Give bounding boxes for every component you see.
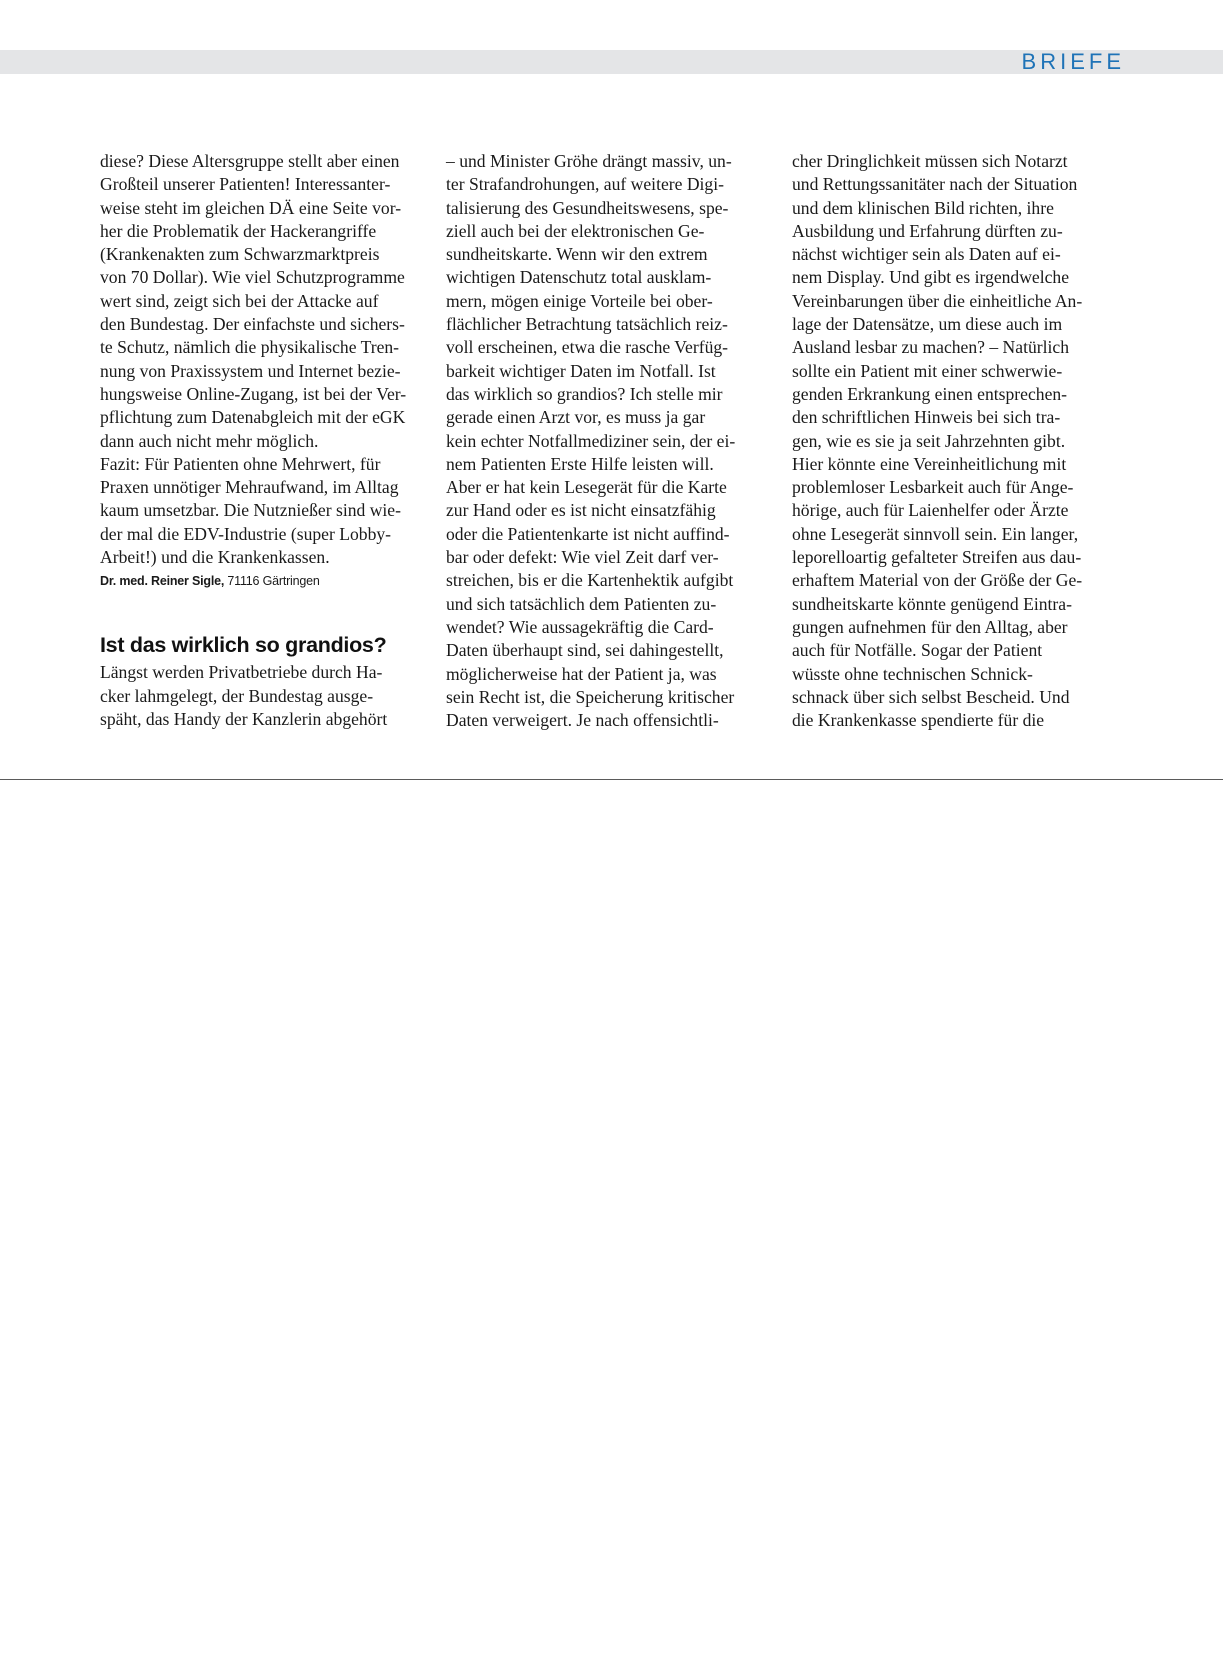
letter-headline: Ist das wirklich so grandios? bbox=[100, 633, 387, 658]
text-line: wendet? Wie aussagekräftig die Card- bbox=[446, 616, 714, 637]
signature-name: Dr. med. Reiner Sigle, bbox=[100, 574, 225, 589]
text-line: wert sind, zeigt sich bei der Attacke auf bbox=[100, 290, 379, 311]
text-line: kaum umsetzbar. Die Nutznießer sind wie- bbox=[100, 500, 401, 521]
text-column-1 bbox=[100, 150, 430, 731]
letter-body-2-end bbox=[792, 150, 1122, 732]
text-line: hörige, auch für Laienhelfer oder Ärzte bbox=[792, 500, 1069, 521]
section-label: BRIEFE bbox=[1021, 49, 1125, 74]
text-line: cher Dringlichkeit müssen sich Notarzt bbox=[792, 151, 1068, 171]
bottom-rule bbox=[0, 779, 1223, 780]
text-line: auch für Notfälle. Sogar der Patient bbox=[792, 640, 1043, 661]
text-line: bar oder defekt: Wie viel Zeit darf ver- bbox=[446, 547, 719, 568]
letter-signature bbox=[100, 572, 430, 590]
text-line: diese? Diese Altersgruppe stellt aber einen bbox=[100, 151, 400, 171]
text-line: wüsste ohne technischen Schnick- bbox=[792, 663, 1033, 684]
text-line: Daten überhaupt sind, sei dahingestellt, bbox=[446, 640, 724, 661]
text-line: Praxen unnötiger Mehraufwand, im Alltag bbox=[100, 477, 399, 498]
text-line: die Krankenkasse spendierte für die bbox=[792, 710, 1045, 731]
text-line: ziell auch bei der elektronischen Ge- bbox=[446, 220, 705, 241]
text-line: leporelloartig gefalteter Streifen aus dau- bbox=[792, 547, 1082, 568]
text-line: Ausbildung und Erfahrung dürften zu- bbox=[792, 220, 1063, 241]
text-line: ohne Lesegerät sinnvoll sein. Ein langer, bbox=[792, 523, 1079, 544]
text-line: zur Hand oder es ist nicht einsatzfähig bbox=[446, 500, 716, 521]
text-line: und sich tatsächlich dem Patienten zu- bbox=[446, 593, 717, 614]
text-line: nem Display. Und gibt es irgendwelche bbox=[792, 267, 1070, 288]
text-line: nächst wichtiger sein als Daten auf ei- bbox=[792, 244, 1061, 265]
text-line: gen, wie es sie ja seit Jahrzehnten gibt. bbox=[792, 430, 1066, 451]
letter-body-2-start bbox=[100, 661, 430, 731]
text-line: oder die Patientenkarte ist nicht auffind- bbox=[446, 523, 730, 544]
text-line: Längst werden Privatbetriebe durch Ha- bbox=[100, 662, 383, 683]
text-line: den schriftlichen Hinweis bei sich tra- bbox=[792, 407, 1061, 428]
text-line: hungsweise Online-Zugang, ist bei der Ver- bbox=[100, 383, 407, 404]
text-line: erhaftem Material von der Größe der Ge- bbox=[792, 570, 1083, 591]
signature-place: 71116 Gärtringen bbox=[227, 574, 320, 589]
text-line: sein Recht ist, die Speicherung kritischer bbox=[446, 686, 735, 707]
text-line: – und Minister Gröhe drängt massiv, un- bbox=[446, 151, 732, 171]
text-line: dann auch nicht mehr möglich. bbox=[100, 430, 319, 451]
text-column-3 bbox=[792, 150, 1122, 732]
text-line: gungen aufnehmen für den Alltag, aber bbox=[792, 616, 1068, 637]
text-line: talisierung des Gesundheitswesens, spe- bbox=[446, 197, 729, 218]
text-line: schnack über sich selbst Bescheid. Und bbox=[792, 686, 1070, 707]
text-line: Hier könnte eine Vereinheitlichung mit bbox=[792, 453, 1067, 474]
text-line: Großteil unserer Patienten! Interessanter- bbox=[100, 174, 391, 195]
text-line: nem Patienten Erste Hilfe leisten will. bbox=[446, 453, 714, 474]
text-line: lage der Datensätze, um diese auch im bbox=[792, 314, 1063, 335]
text-line: Arbeit!) und die Krankenkassen. bbox=[100, 547, 330, 568]
text-line: Daten verweigert. Je nach offensichtli- bbox=[446, 710, 719, 731]
text-line: genden Erkrankung einen entsprechen- bbox=[792, 383, 1068, 404]
text-column-2 bbox=[446, 150, 776, 732]
text-line: Fazit: Für Patienten ohne Mehrwert, für bbox=[100, 453, 381, 474]
text-line: mern, mögen einige Vorteile bei ober- bbox=[446, 290, 713, 311]
text-line: Vereinbarungen über die einheitliche An- bbox=[792, 290, 1083, 311]
text-line: und Rettungssanitäter nach der Situation bbox=[792, 174, 1078, 195]
text-line: von 70 Dollar). Wie viel Schutzprogramme bbox=[100, 267, 405, 288]
text-line: sundheitskarte könnte genügend Eintra- bbox=[792, 593, 1072, 614]
text-line: problemloser Lesbarkeit auch für Ange- bbox=[792, 477, 1074, 498]
text-line: und dem klinischen Bild richten, ihre bbox=[792, 197, 1054, 218]
text-line: ter Strafandrohungen, auf weitere Digi- bbox=[446, 174, 724, 195]
text-line: te Schutz, nämlich die physikalische Tren- bbox=[100, 337, 400, 358]
text-line: her die Problematik der Hackerangriffe bbox=[100, 220, 377, 241]
text-line: (Krankenakten zum Schwarzmarktpreis bbox=[100, 244, 380, 265]
text-line: sundheitskarte. Wenn wir den extrem bbox=[446, 244, 708, 265]
text-line: der mal die EDV-Industrie (super Lobby- bbox=[100, 523, 392, 544]
text-line: streichen, bis er die Kartenhektik aufgibt bbox=[446, 570, 734, 591]
text-line: das wirklich so grandios? Ich stelle mir bbox=[446, 383, 723, 404]
text-line: späht, das Handy der Kanzlerin abgehört bbox=[100, 708, 388, 729]
text-line: Ausland lesbar zu machen? – Natürlich bbox=[792, 337, 1069, 358]
text-line: voll erscheinen, etwa die rasche Verfüg- bbox=[446, 337, 729, 358]
text-line: barkeit wichtiger Daten im Notfall. Ist bbox=[446, 360, 716, 381]
text-line: sollte ein Patient mit einer schwerwie- bbox=[792, 360, 1063, 381]
text-line: wichtigen Datenschutz total ausklam- bbox=[446, 267, 712, 288]
text-line: Aber er hat kein Lesegerät für die Karte bbox=[446, 477, 727, 498]
text-line: den Bundestag. Der einfachste und sichers- bbox=[100, 314, 405, 335]
text-line: möglicherweise hat der Patient ja, was bbox=[446, 663, 717, 684]
letter-body-1 bbox=[100, 150, 430, 569]
text-line: nung von Praxissystem und Internet bezie- bbox=[100, 360, 401, 381]
text-line: flächlicher Betrachtung tatsächlich reiz- bbox=[446, 314, 728, 335]
text-line: pflichtung zum Datenabgleich mit der eGK bbox=[100, 407, 406, 428]
text-line: weise steht im gleichen DÄ eine Seite vor- bbox=[100, 197, 402, 218]
letter-body-2-middle bbox=[446, 150, 776, 732]
text-line: kein echter Notfallmediziner sein, der ei- bbox=[446, 430, 736, 451]
text-line: gerade einen Arzt vor, es muss ja gar bbox=[446, 407, 706, 428]
text-line: cker lahmgelegt, der Bundestag ausge- bbox=[100, 685, 374, 706]
